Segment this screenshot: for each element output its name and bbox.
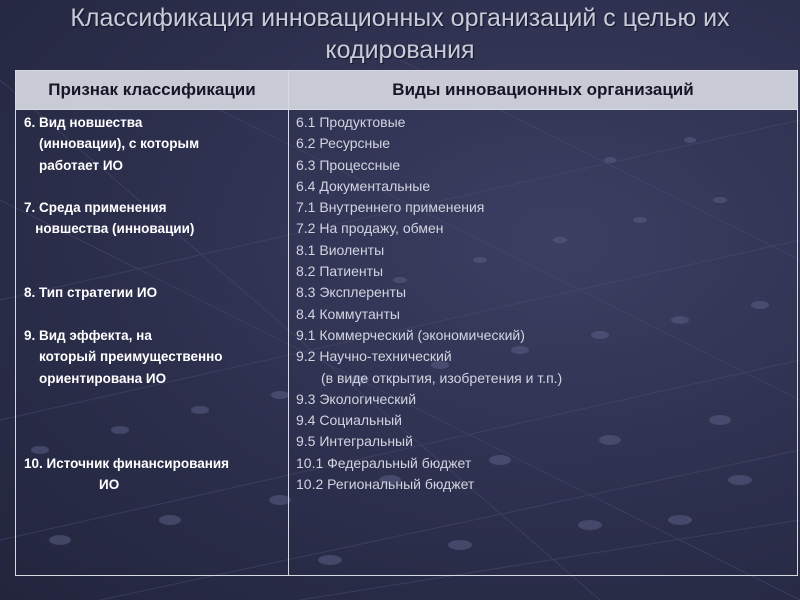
- organization-types-list: [296, 112, 791, 495]
- list-item: 8.2 Патиенты: [296, 263, 384, 280]
- list-item: 7.2 На продажу, обмен: [296, 220, 444, 237]
- list-item: 10.2 Региональный бюджет: [296, 476, 475, 493]
- feature-funding-source: 10. Источник финансирования ИО: [24, 456, 230, 493]
- header-organization-types: Виды инновационных организаций: [392, 80, 694, 99]
- feature-innovation-type: 6. Вид новшества (инновации), с которым работает ИО: [24, 115, 200, 173]
- list-item: 6.3 Процессные: [296, 156, 401, 173]
- list-item: 8.3 Эксплеренты: [296, 284, 407, 301]
- list-item: 7.1 Внутреннего применения: [296, 199, 485, 216]
- list-item: 6.2 Ресурсные: [296, 135, 391, 152]
- list-item: (в виде открытия, изобретения и т.п.): [321, 369, 563, 386]
- list-item: 6.4 Документальные: [296, 177, 431, 194]
- list-item: 6.1 Продуктовые: [296, 114, 406, 130]
- classification-table: [15, 70, 798, 576]
- table-header-row: [16, 71, 797, 110]
- column-divider: [288, 71, 289, 575]
- header-classification-feature: Признак классификации: [48, 80, 256, 99]
- feature-effect-type: 9. Вид эффекта, на который преимущественно ориентирована ИО: [24, 328, 223, 386]
- list-item: 9.5 Интегральный: [296, 433, 413, 450]
- feature-application-environment: 7. Среда применения новшества (инновации): [24, 200, 195, 237]
- slide-title: Классификация инновационных организаций с целью их кодирования: [70, 4, 730, 64]
- list-item: 8.1 Виоленты: [296, 241, 385, 258]
- list-item: 9.2 Научно-технический: [296, 348, 452, 365]
- list-item: 8.4 Коммутанты: [296, 305, 400, 322]
- list-item: 9.1 Коммерческий (экономический): [296, 326, 525, 343]
- feature-strategy-type: 8. Тип стратегии ИО: [24, 285, 158, 300]
- list-item: 10.1 Федеральный бюджет: [296, 454, 472, 471]
- list-item: 9.4 Социальный: [296, 412, 402, 429]
- list-item: 9.3 Экологический: [296, 390, 417, 407]
